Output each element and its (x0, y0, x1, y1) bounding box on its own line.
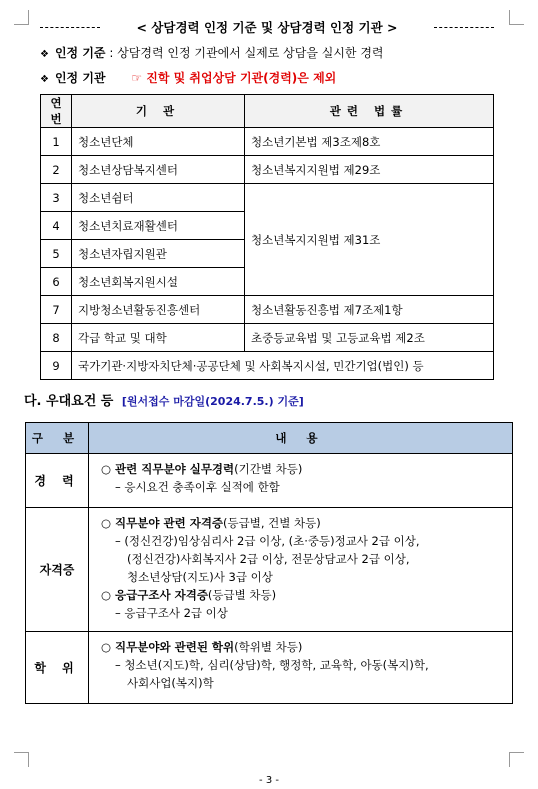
content-line: – 청소년(지도)학, 심리(상담)학, 행정학, 교육학, 아동(복지)학, (115, 658, 429, 672)
row-no: 3 (41, 184, 72, 212)
content-line (101, 586, 512, 604)
section-heading (40, 18, 494, 36)
content-line: – 응시요건 충족이후 실적에 한함 (115, 480, 280, 494)
row-institution: 청소년상담복지센터 (72, 156, 245, 184)
institutions-line (40, 69, 336, 86)
content-bold: 응급구조사 자격증 (115, 588, 208, 602)
circle-bullet-icon: ○ (101, 516, 116, 530)
row-category: 자격증 (26, 508, 89, 632)
page-corner-mark (14, 10, 29, 25)
content-line: – 응급구조사 2급 이상 (115, 606, 228, 620)
content-line: 사회사업(복지)학 (127, 676, 214, 690)
row-no: 8 (41, 324, 72, 352)
table-row (41, 156, 494, 184)
circle-bullet-icon: ○ (101, 640, 116, 654)
criteria-label: 인정 기준 (54, 46, 106, 60)
heading-dash (434, 27, 494, 28)
row-category: 학 위 (26, 632, 89, 704)
row-institution: 청소년단체 (72, 128, 245, 156)
preference-table (25, 422, 513, 704)
row-no: 1 (41, 128, 72, 156)
row-institution: 청소년자립지원관 (72, 240, 245, 268)
col-header-institution: 기 관 (72, 95, 245, 128)
content-bold: 관련 직무분야 실무경력 (115, 462, 235, 476)
row-no: 4 (41, 212, 72, 240)
page-corner-mark (509, 752, 524, 767)
content-line (101, 638, 512, 656)
page-number: - 3 - (259, 775, 279, 786)
circle-bullet-icon: ○ (101, 462, 116, 476)
row-content (89, 454, 513, 508)
row-law: 청소년복지지원법 제31조 (245, 184, 494, 296)
table-row (26, 508, 513, 632)
institutions-table (40, 94, 494, 380)
exclusion-note: ☞ 진학 및 취업상담 기관(경력)은 제외 (131, 71, 337, 85)
row-no: 2 (41, 156, 72, 184)
row-no: 7 (41, 296, 72, 324)
row-content (89, 632, 513, 704)
table-header-row (41, 95, 494, 128)
content-rest: (학위별 차등) (234, 640, 303, 654)
row-institution: 각급 학교 및 대학 (72, 324, 245, 352)
row-category: 경 력 (26, 454, 89, 508)
page-corner-mark (509, 10, 524, 25)
row-no: 9 (41, 352, 72, 380)
row-institution: 청소년회복지원시설 (72, 268, 245, 296)
table-header-row (26, 423, 513, 454)
col-header-law: 관련 법률 (245, 95, 494, 128)
section-title-line (24, 390, 304, 409)
table-row (41, 296, 494, 324)
row-law: 청소년복지지원법 제29조 (245, 156, 494, 184)
content-bold: 직무분야 관련 자격증 (115, 516, 224, 530)
table-row (41, 128, 494, 156)
row-content (89, 508, 513, 632)
row-institution: 지방청소년활동진흥센터 (72, 296, 245, 324)
section-title: 다. 우대요건 등 (24, 394, 114, 409)
diamond-bullet-icon: ❖ (40, 74, 49, 85)
content-rest: (기간별 차등) (234, 462, 303, 476)
content-line: 청소년상담(지도)사 3급 이상 (127, 570, 273, 584)
row-no: 5 (41, 240, 72, 268)
content-rest: (등급별 차등) (207, 588, 277, 602)
table-row (26, 454, 513, 508)
circle-bullet-icon: ○ (101, 588, 116, 602)
content-line (101, 514, 512, 532)
criteria-line (40, 44, 384, 61)
row-law: 초중등교육법 및 고등교육법 제2조 (245, 324, 494, 352)
criteria-text: : 상담경력 인정 기관에서 실제로 상담을 실시한 경력 (109, 46, 384, 60)
page-corner-mark (14, 752, 29, 767)
diamond-bullet-icon: ❖ (40, 49, 49, 60)
row-law: 청소년활동진흥법 제7조제1항 (245, 296, 494, 324)
row-institution: 청소년쉼터 (72, 184, 245, 212)
content-bold: 직무분야와 관련된 학위 (115, 640, 235, 654)
heading-text: < 상담경력 인정 기준 및 상담경력 인정 기관 > (136, 20, 398, 35)
content-line: – (정신건강)임상심리사 2급 이상, (초·중등)정교사 2급 이상, (115, 534, 420, 548)
row-no: 6 (41, 268, 72, 296)
table-row (26, 632, 513, 704)
col-header-category: 구 분 (26, 423, 89, 454)
content-rest: (등급별, 건별 차등) (223, 516, 321, 530)
col-header-content: 내 용 (89, 423, 513, 454)
row-law: 청소년기본법 제3조제8호 (245, 128, 494, 156)
table-row (41, 184, 494, 212)
content-line (101, 460, 512, 478)
table-row (41, 352, 494, 380)
content-line: (정신건강)사회복지사 2급 이상, 전문상담교사 2급 이상, (127, 552, 410, 566)
institutions-label: 인정 기관 (54, 71, 106, 85)
table-row (41, 324, 494, 352)
section-reference: [원서접수 마감일(2024.7.5.) 기준] (121, 395, 304, 408)
col-header-no: 연번 (41, 95, 72, 128)
row-institution: 청소년치료재활센터 (72, 212, 245, 240)
row-institution: 국가기관·지방자치단체·공공단체 및 사회복지시설, 민간기업(법인) 등 (72, 352, 494, 380)
